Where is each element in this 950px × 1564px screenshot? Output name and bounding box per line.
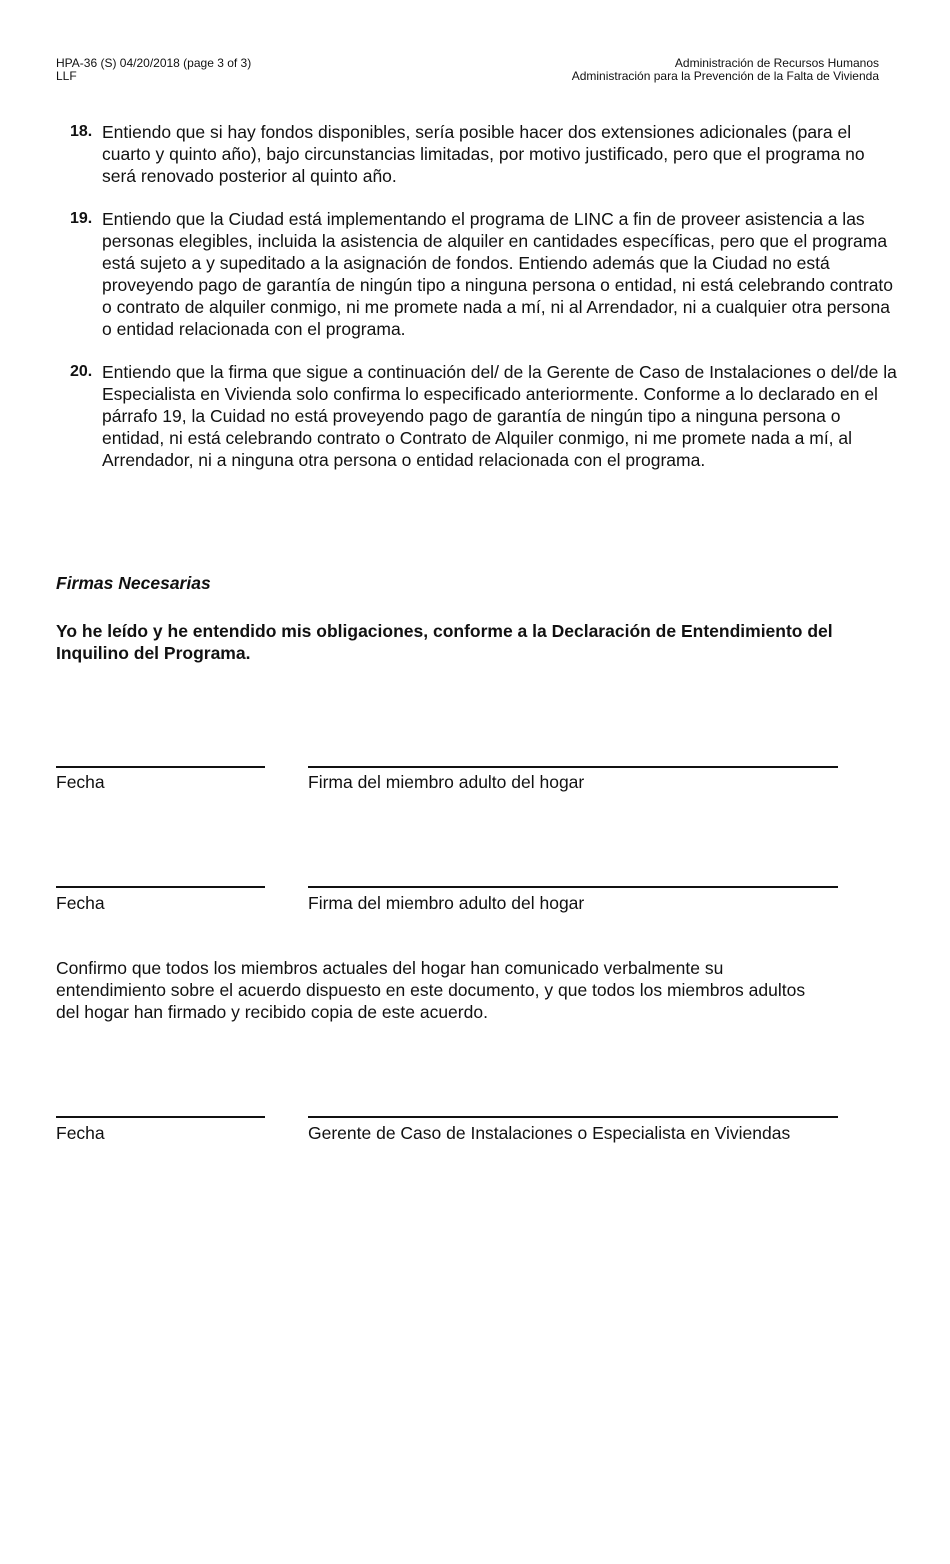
acknowledgement-text: Yo he leído y he entendido mis obligaciones, conforme a la Declaración de Entendimiento del Inquilino del Programa. [56,621,833,663]
statement-list [56,121,901,492]
signature-line[interactable] [308,766,838,768]
statement-item [56,121,901,187]
date-line[interactable] [56,1116,265,1118]
agency-name: Administración de Recursos Humanos [674,56,879,70]
date-label: Fecha [56,1123,105,1143]
item-text: Entiendo que la Ciudad está implementando el programa de LINC a fin de proveer asistencia a las personas elegibles, incluida la asistencia de alquiler en cantidades específicas, pero que el programa está sujeto a y supeditado a la asignación de fondos. Entiendo además que la Ciudad no está proveyendo pago de garantía de ningún tipo a ninguna persona o entidad, ni está celebrando contrato o contrato de alquiler conmigo, ni me promete nada a mí, ni al Arrendador, ni a cualquier otra persona o entidad relacionada con el programa. [102,209,894,339]
statement-item [56,208,901,340]
item-text: Entiendo que si hay fondos disponibles, sería posible hacer dos extensiones adicionales (para el cuarto y quinto año), bajo circunstancias limitadas, por motivo justificado, pero que el programa no será renovado posterior al quinto año. [102,122,865,186]
signature-line[interactable] [308,1116,838,1118]
signer-label: Firma del miembro adulto del hogar [308,893,585,913]
form-code: LLF [56,69,77,83]
header-right [572,57,879,83]
signer-label: Firma del miembro adulto del hogar [308,772,585,792]
date-label: Fecha [56,772,105,792]
date-line[interactable] [56,766,265,768]
item-number: 20. [70,363,93,380]
date-line[interactable] [56,886,265,888]
item-number: 18. [70,123,93,140]
signature-line[interactable] [308,886,838,888]
date-label: Fecha [56,893,105,913]
form-id: HPA-36 (S) 04/20/2018 (page 3 of 3) [56,56,252,70]
department-name: Administración para la Prevención de la Falta de Vivienda [571,69,879,83]
item-text: Entiendo que la firma que sigue a continuación del/ de la Gerente de Caso de Instalaciones o del/de la Especialista en Vivienda solo confirma lo especificado anteriormente. Conforme a lo declarado en el párrafo 19, la Cuidad no está proveyendo pago de garantía de ningún tipo a ninguna persona o entidad, ni está celebrando contrato o Contrato de Alquiler conmigo, ni me promete nada a mí, al Arrendador, ni a ninguna otra persona o entidad relacionada con el programa. [102,362,897,470]
header-left [56,57,251,83]
statement-item [56,361,901,471]
item-number: 19. [70,210,93,227]
signer-label: Gerente de Caso de Instalaciones o Especialista en Viviendas [308,1123,791,1143]
signatures-heading: Firmas Necesarias [56,573,211,593]
confirmation-text: Confirmo que todos los miembros actuales del hogar han comunicado verbalmente su entendimiento sobre el acuerdo dispuesto en este documento, y que todos los miembros adultos del hogar han firmado y recibido copia de este acuerdo. [56,958,806,1022]
